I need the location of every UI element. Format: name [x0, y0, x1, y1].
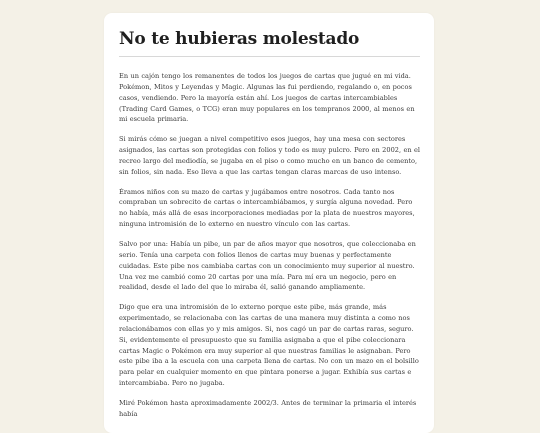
article-paragraph: Salvo por una: Había un pibe, un par de años mayor que nosotros, que coleccionaba en serio. Tenía una carpeta con folios llenos de cartas muy buenas y perfectamente cuidadas. Este pibe nos cambiaba cartas con un conocimiento muy superior al nuestro. Una vez me cambió como 20 cartas por una mía. Para mí era un negocio, pero en realidad, desde el lado del que lo miraba él, salió ganando ampliamente. — [119, 239, 416, 292]
article-paragraph: Miré Pokémon hasta aproximadamente 2002/3. Antes de terminar la primaria el interés había — [119, 398, 417, 418]
article-title: No te hubieras molestado — [119, 29, 360, 49]
article-paragraph: En un cajón tengo los remanentes de todos los juegos de cartas que jugué en mi vida. Pokémon, Mitos y Leyendas y Magic. Algunas las fui perdiendo, regalando o, en pocos casos, vendiendo. Pero la mayoría están ahí. Los juegos de cartas intercambiables (Trading Card Games, o TCG) eran muy populares en los tempranos 2000, al menos en mi escuela primaria. — [119, 72, 415, 124]
article-paragraph: Éramos niños con su mazo de cartas y jugábamos entre nosotros. Cada tanto nos compraban un sobrecito de cartas o intercambiábamos, y surgía alguna novedad. Pero no había, más allá de esas incorporaciones mediadas por la plata de nuestros mayores, ninguna intromisión de lo externo en nuestro vínculo con las cartas. — [119, 187, 415, 229]
title-divider — [119, 56, 420, 57]
article-paragraph: Digo que era una intromisión de lo externo porque este pibe, más grande, más experimentado, se relacionaba con las cartas de una manera muy distinta a como nos relacionábamos con ellas yo y mis amigos. Si, nos cagó un par de cartas raras, seguro. Si, evidentemente el presupuesto que su familia asignaba a que el pibe coleccionara cartas Magic o Pokémon era muy superior al que nuestras familias le asignaban. Pero este pibe iba a la escuela con una carpeta llena de cartas. No con un mazo en el bolsillo para pelar en cualquier momento en que pintara ponerse a jugar. Exhibía sus cartas e intercambiaba. Pero no jugaba. — [119, 303, 419, 388]
article-paragraph: Si mirás cómo se juegan a nivel competitivo esos juegos, hay una mesa con sectores asignados, las cartas son protegidas con folios y todo es muy pulcro. Pero en 2002, en el recreo largo del mediodía, se jugaba en el piso o como mucho en un banco de cemento, sin folios, sin nada. Eso lleva a que las cartas tengan claras marcas de uso intenso. — [119, 135, 421, 176]
article-card — [104, 13, 434, 433]
article-body — [119, 71, 420, 420]
